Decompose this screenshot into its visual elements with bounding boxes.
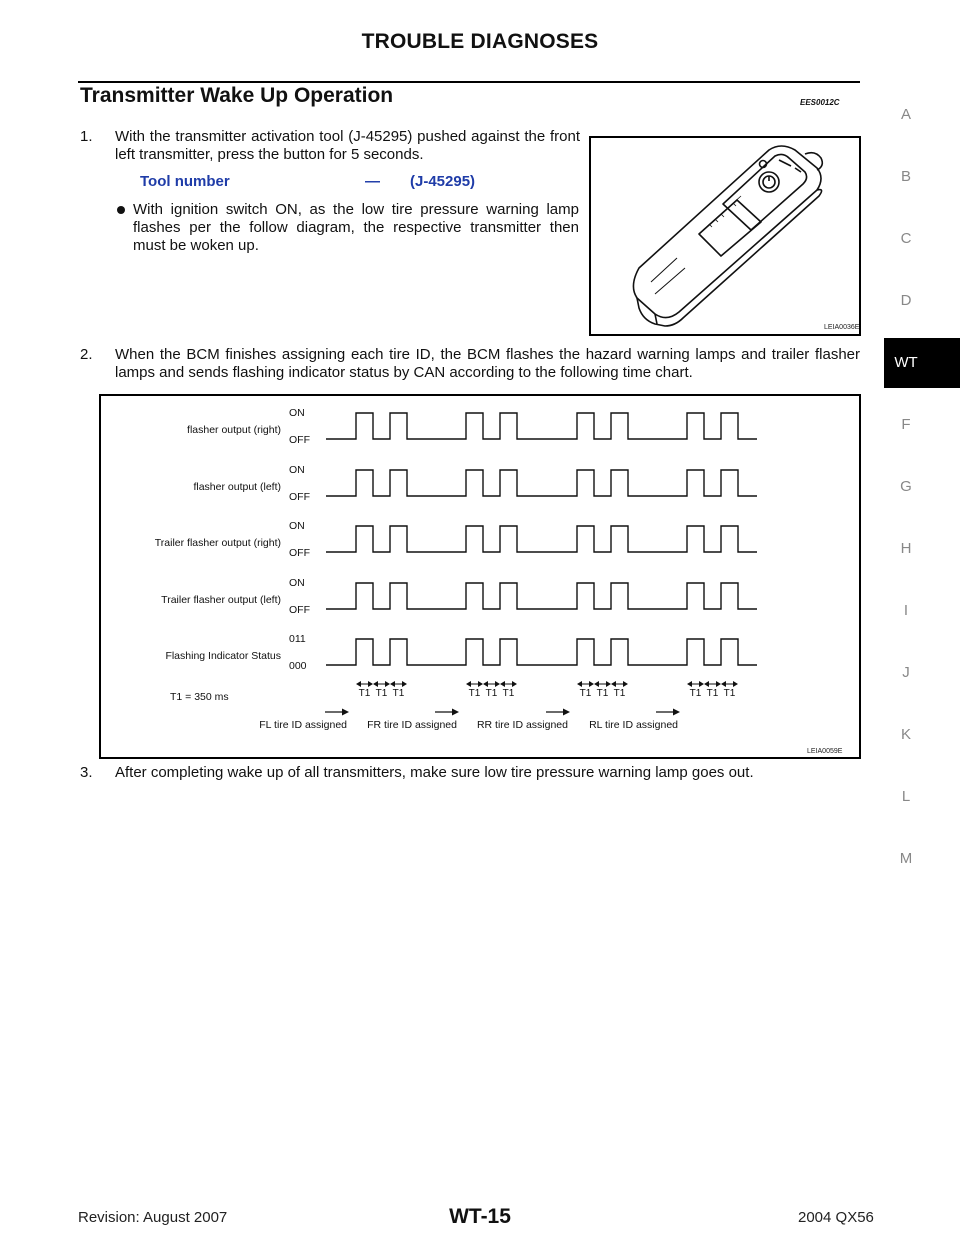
signal-low-label: OFF	[289, 547, 310, 559]
tool-number-label: Tool number	[140, 173, 230, 190]
signal-waveform	[326, 639, 757, 665]
index-letter[interactable]: A	[900, 106, 911, 123]
assigned-arrow-head	[452, 709, 459, 716]
index-letter[interactable]: J	[902, 664, 910, 681]
step-text: After completing wake up of all transmitters, make sure low tire pressure warning lamp goes out.	[115, 764, 754, 781]
t1-arrow-head	[402, 681, 407, 687]
index-letter[interactable]: L	[901, 788, 911, 805]
t1-label: T1	[723, 688, 736, 699]
figure-code: LEIA0059E	[807, 748, 843, 755]
t1-arrow-head	[385, 681, 390, 687]
t1-arrow-head	[721, 681, 726, 687]
t1-arrow-head	[500, 681, 505, 687]
t1-arrow-head	[589, 681, 594, 687]
signal-high-label: 011	[289, 633, 306, 645]
bullet-text: With ignition switch ON, as the low tire pressure warning lamp flashes per the follow diagram, the respective transmitter then must be woken up.	[133, 201, 579, 254]
step-1	[80, 128, 580, 168]
signal-name: Flashing Indicator Status	[165, 650, 281, 662]
section-index-sidebar	[884, 98, 960, 878]
t1-arrow-head	[611, 681, 616, 687]
t1-label: T1	[596, 688, 609, 699]
signal-low-label: OFF	[289, 491, 310, 503]
assigned-arrow-head	[673, 709, 680, 716]
bullet-icon	[117, 206, 125, 214]
signal-high-label: ON	[289, 464, 305, 476]
index-letter[interactable]: M	[899, 850, 913, 867]
t1-arrow-head	[356, 681, 361, 687]
index-active-tab[interactable]: WT	[884, 338, 960, 388]
activation-tool-icon	[591, 138, 859, 334]
time-chart-svg	[101, 396, 859, 757]
t1-arrow-head	[733, 681, 738, 687]
step-3	[80, 764, 862, 784]
t1-label: T1	[579, 688, 592, 699]
index-letter[interactable]: B	[900, 168, 911, 185]
signal-waveform	[326, 526, 757, 552]
t1-arrow-head	[577, 681, 582, 687]
t1-arrow-head	[478, 681, 483, 687]
t1-arrow-head	[623, 681, 628, 687]
t1-arrow-head	[495, 681, 500, 687]
footer-revision: Revision: August 2007	[78, 1209, 228, 1226]
t1-arrow-head	[368, 681, 373, 687]
index-letter[interactable]: D	[900, 292, 912, 309]
t1-label: T1	[468, 688, 481, 699]
t1-label: T1	[502, 688, 515, 699]
t1-arrow-head	[466, 681, 471, 687]
time-chart-figure	[99, 394, 861, 759]
index-letter[interactable]: I	[903, 602, 909, 619]
signal-low-label: OFF	[289, 604, 310, 616]
t1-label: T1	[689, 688, 702, 699]
signal-name: Trailer flasher output (right)	[154, 537, 281, 549]
index-letter[interactable]: G	[900, 478, 912, 495]
signal-high-label: ON	[289, 520, 305, 532]
t1-arrow-head	[390, 681, 395, 687]
section-code: EES0012C	[800, 98, 840, 107]
t1-arrow-head	[606, 681, 611, 687]
signal-low-label: 000	[289, 660, 307, 672]
step-text: When the BCM finishes assigning each tire ID, the BCM flashes the hazard warning lamps and trailer flasher lamps and sends flashing indicator status by CAN according to the following time chart.	[115, 346, 860, 381]
step-2	[80, 346, 862, 386]
t1-arrow-head	[716, 681, 721, 687]
index-letter[interactable]: C	[900, 230, 912, 247]
t1-label: T1	[613, 688, 626, 699]
section-title: Transmitter Wake Up Operation	[80, 84, 394, 107]
t1-arrow-head	[704, 681, 709, 687]
tire-id-assigned-label: FL tire ID assigned	[259, 719, 347, 731]
t1-label: T1	[358, 688, 371, 699]
footer-page-number: WT-15	[449, 1205, 511, 1228]
t1-arrow-head	[373, 681, 378, 687]
t1-label: T1	[392, 688, 405, 699]
t1-label: T1	[485, 688, 498, 699]
signal-waveform	[326, 583, 757, 609]
signal-waveform	[326, 413, 757, 439]
tool-number-dash: —	[365, 173, 380, 190]
t1-arrow-head	[687, 681, 692, 687]
signal-high-label: ON	[289, 407, 305, 419]
signal-high-label: ON	[289, 577, 305, 589]
step-number: 3.	[80, 764, 93, 781]
t1-arrow-head	[699, 681, 704, 687]
signal-name: flasher output (left)	[193, 481, 281, 493]
index-letter[interactable]: K	[900, 726, 911, 743]
step-text: With the transmitter activation tool (J-45295) pushed against the front left transmitter, press the button for 5 seconds.	[115, 128, 580, 163]
activation-tool-figure	[589, 136, 861, 336]
signal-waveform	[326, 470, 757, 496]
tire-id-assigned-label: FR tire ID assigned	[367, 719, 457, 731]
page-header-title: TROUBLE DIAGNOSES	[361, 30, 599, 53]
index-letter[interactable]: F	[901, 416, 911, 433]
signal-name: flasher output (right)	[187, 424, 281, 436]
index-letter[interactable]: H	[900, 540, 912, 557]
figure-code: LEIA0036E	[824, 324, 860, 331]
header-rule	[78, 81, 860, 83]
tire-id-assigned-label: RR tire ID assigned	[476, 719, 568, 731]
signal-name: Trailer flasher output (left)	[161, 594, 281, 606]
footer-model: 2004 QX56	[798, 1209, 874, 1226]
t1-arrow-head	[594, 681, 599, 687]
tire-id-assigned-label: RL tire ID assigned	[589, 719, 678, 731]
assigned-arrow-head	[563, 709, 570, 716]
t1-arrow-head	[483, 681, 488, 687]
tool-number-value: (J-45295)	[410, 173, 476, 190]
step-number: 2.	[80, 346, 93, 363]
signal-low-label: OFF	[289, 434, 310, 446]
assigned-arrow-head	[342, 709, 349, 716]
step-number: 1.	[80, 128, 93, 145]
t1-arrow-head	[512, 681, 517, 687]
t1-label: T1	[375, 688, 388, 699]
t1-label: T1	[706, 688, 719, 699]
t1-definition: T1 = 350 ms	[170, 691, 229, 703]
